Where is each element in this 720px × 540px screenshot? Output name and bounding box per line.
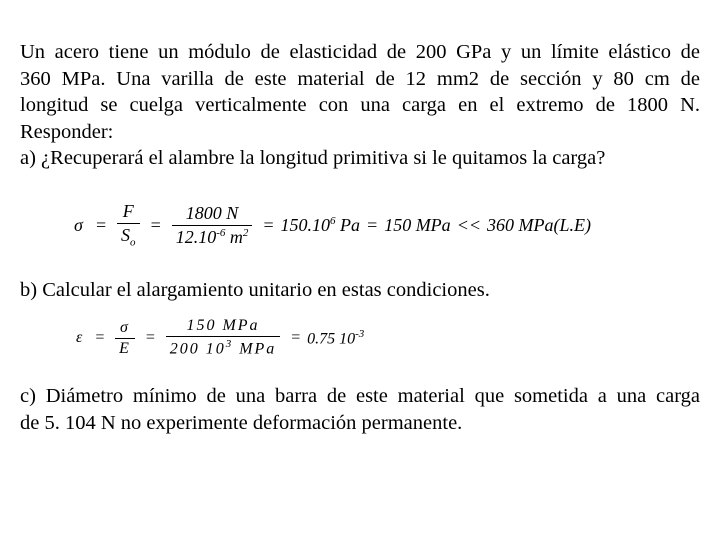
intro-line-2: 360 MPa. Una varilla de este material de 12 mm2 de sección y 80 cm de	[20, 67, 700, 90]
equals-sign: =	[149, 214, 162, 235]
stress-result-mpa: 150 MPa	[384, 214, 451, 235]
fraction-numerator: σ	[120, 318, 130, 336]
fraction-denominator: $S_o$	[117, 223, 140, 249]
fraction-denominator: $12.10^{-6}$ $m^2$	[172, 225, 253, 248]
elastic-limit: 360 MPa(L.E)	[486, 214, 591, 235]
equals-sign: =	[94, 214, 108, 235]
stress-formula	[68, 196, 591, 254]
equals-sign: =	[144, 329, 156, 346]
fraction-denominator: 200 $10^3$ MPa	[166, 336, 281, 358]
fraction-numerator: 150 MPa	[186, 317, 260, 335]
equals-sign: =	[94, 329, 106, 346]
question-c-line-1: c) Diámetro mínimo de una barra de este material que sometida a una carga	[20, 385, 700, 407]
intro-line-3: longitud se cuelga verticalmente con una carga en el extremo de 1800 N.	[20, 94, 700, 116]
equals-sign: =	[366, 214, 379, 235]
numeric-fraction	[168, 203, 257, 248]
equals-sign: =	[290, 329, 302, 346]
numeric-fraction	[162, 317, 285, 358]
intro-line-4: Responder:	[20, 120, 114, 143]
strain-result: 0.75 $10^{-3}$	[307, 327, 365, 348]
force-over-area-fraction	[113, 201, 144, 249]
fraction-numerator: 1800 N	[185, 202, 239, 223]
question-c-line-2: de 5. 104 N no experimente deformación permanente.	[20, 411, 463, 434]
equals-sign: =	[262, 214, 275, 235]
intro-line-1: Un acero tiene un módulo de elasticidad de 200 GPa y un límite elástico de	[20, 41, 700, 63]
sigma-over-e-fraction	[111, 319, 139, 358]
question-b: b) Calcular el alargamiento unitario en estas condiciones.	[20, 279, 490, 301]
strain-formula	[70, 316, 364, 360]
question-b-block	[20, 277, 700, 304]
sigma-symbol: σ	[74, 214, 83, 235]
epsilon-symbol: ε	[76, 329, 83, 346]
question-a: a) ¿Recuperará el alambre la longitud primitiva si le quitamos la carga?	[20, 147, 606, 169]
fraction-numerator: F	[122, 201, 134, 222]
much-less-than-sign: <<	[456, 214, 481, 235]
fraction-denominator: E	[115, 338, 135, 358]
problem-statement	[20, 39, 700, 172]
question-c-block	[20, 383, 700, 436]
stress-result-pa: 150.10$^6$ Pa	[280, 214, 361, 235]
